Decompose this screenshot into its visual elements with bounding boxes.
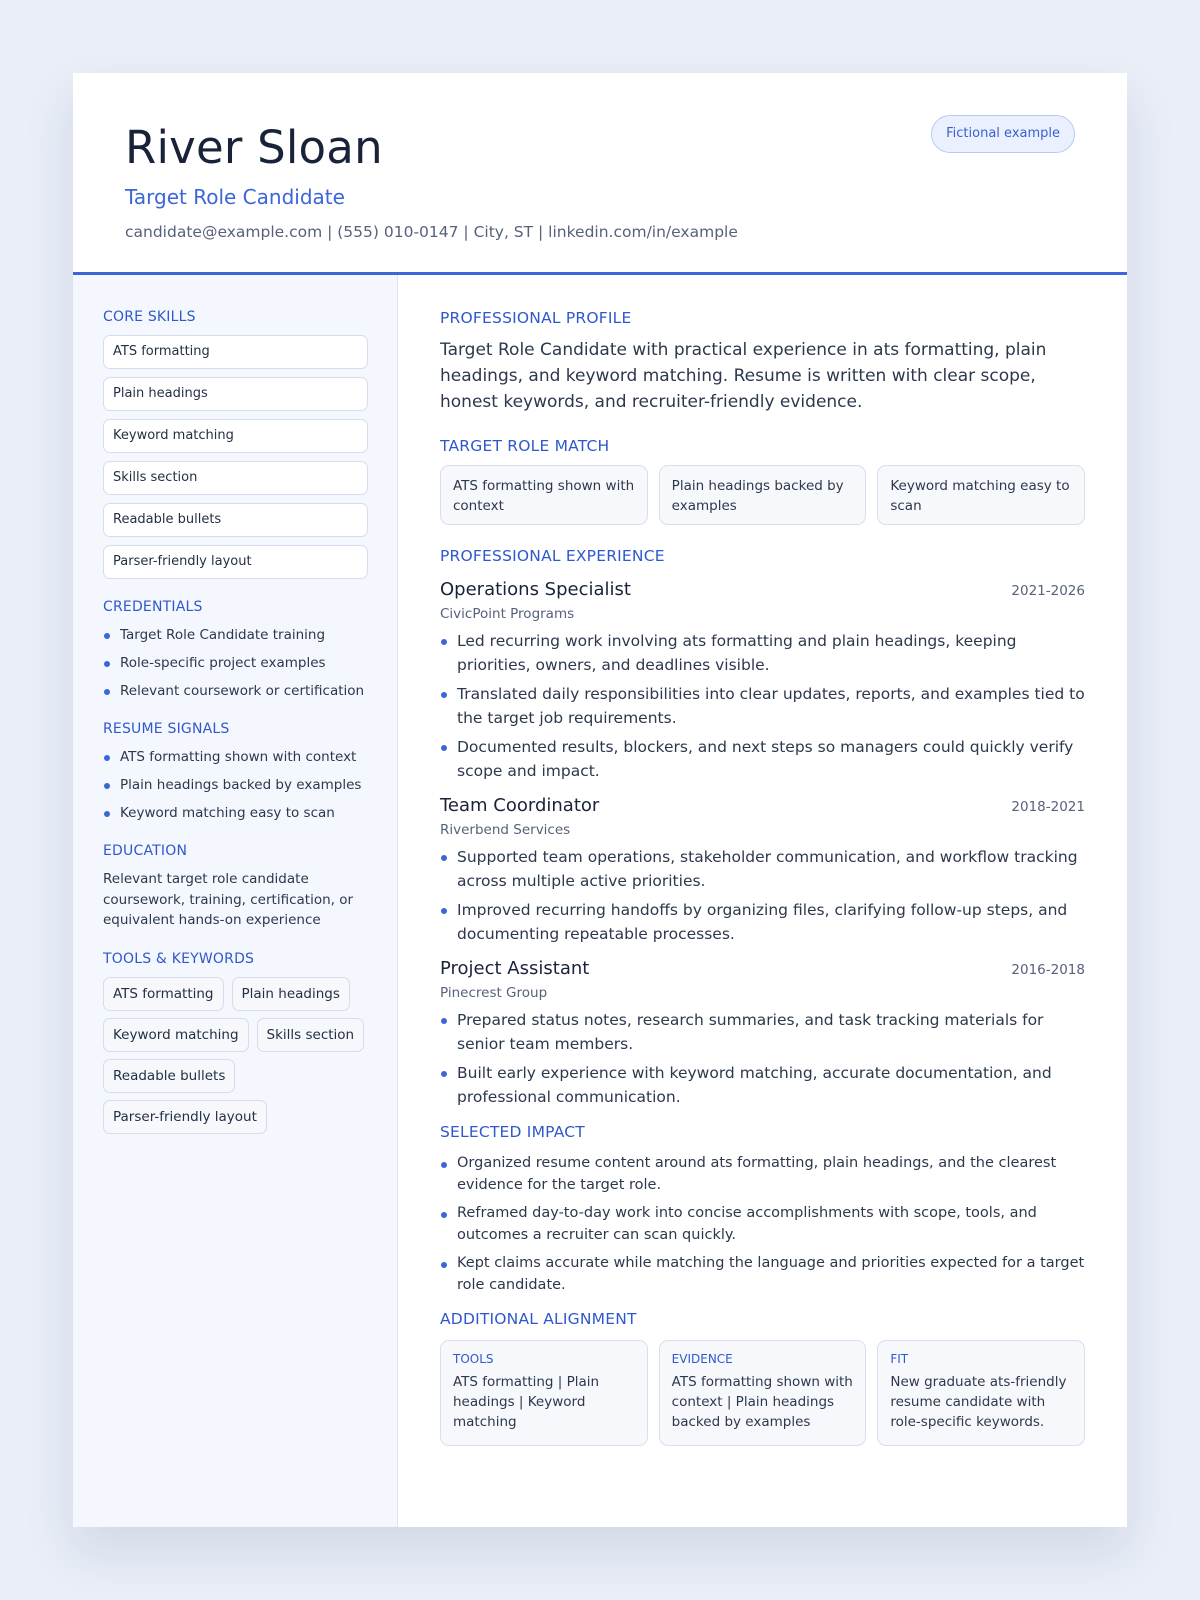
tools-section (103, 951, 367, 1134)
resume-signals-section (103, 721, 367, 823)
profile-section (440, 309, 1085, 415)
section-title: SELECTED IMPACT (440, 1123, 585, 1141)
tool-chip: Parser-friendly layout (103, 1100, 267, 1134)
job-entry (440, 958, 1085, 1109)
job-company: Pinecrest Group (440, 985, 548, 1001)
job-bullet: Supported team operations, stakeholder communication, and workflow tracking across multiple active priorities. (440, 846, 1085, 893)
tool-chip: Plain headings (232, 977, 350, 1011)
fictional-badge: Fictional example (931, 115, 1075, 153)
profile-text: Target Role Candidate with practical experience in ats formatting, plain headings, and keyword matching. Resume is written with clear scope, honest keywords, and recruiter-friendly evidence. (440, 340, 1047, 412)
tool-chip: Readable bullets (103, 1059, 235, 1093)
skill-item: Keyword matching (103, 419, 368, 453)
match-card: Keyword matching easy to scan (877, 465, 1085, 525)
tool-chip: ATS formatting (103, 977, 224, 1011)
section-title: PROFESSIONAL EXPERIENCE (440, 547, 665, 565)
job-dates: 2018-2021 (1011, 799, 1085, 815)
list-item: Relevant coursework or certification (103, 681, 367, 701)
target-match-section (440, 437, 1085, 525)
alignment-text: ATS formatting shown with context | Plain headings backed by examples (671, 1374, 853, 1430)
tool-chip: Keyword matching (103, 1018, 249, 1052)
tool-chips (103, 977, 368, 1134)
impact-bullet: Organized resume content around ats formatting, plain headings, and the clearest evidence for the target role. (440, 1153, 1085, 1196)
job-company: CivicPoint Programs (440, 606, 575, 622)
job-entry (440, 579, 1085, 783)
credentials-section (103, 599, 367, 701)
core-skills-section (103, 309, 367, 579)
job-dates: 2021-2026 (1011, 583, 1085, 599)
skill-item: Plain headings (103, 377, 368, 411)
alignment-section (440, 1310, 1085, 1446)
experience-section (440, 547, 1085, 1109)
alignment-text: ATS formatting | Plain headings | Keyword matching (453, 1374, 600, 1430)
section-title: EDUCATION (103, 843, 188, 859)
job-dates: 2016-2018 (1011, 962, 1085, 978)
list-item: Role-specific project examples (103, 653, 367, 673)
main-column (398, 275, 1127, 1527)
impact-section (440, 1123, 1085, 1296)
candidate-role: Target Role Candidate (125, 185, 345, 209)
resume-page (73, 73, 1127, 1527)
section-title: CORE SKILLS (103, 309, 196, 325)
education-section (103, 843, 367, 931)
job-company: Riverbend Services (440, 822, 571, 838)
alignment-card (659, 1340, 867, 1446)
section-title: CREDENTIALS (103, 599, 203, 615)
section-title: RESUME SIGNALS (103, 721, 230, 737)
alignment-label: FIT (890, 1352, 909, 1366)
alignment-card (440, 1340, 648, 1446)
match-card: ATS formatting shown with context (440, 465, 648, 525)
section-title: TARGET ROLE MATCH (440, 437, 610, 455)
job-title: Team Coordinator (440, 795, 600, 816)
section-title: ADDITIONAL ALIGNMENT (440, 1310, 637, 1328)
job-bullet: Built early experience with keyword matching, accurate documentation, and professional communication. (440, 1062, 1085, 1109)
job-bullet: Documented results, blockers, and next steps so managers could quickly verify scope and impact. (440, 736, 1085, 783)
contact-line: candidate@example.com | (555) 010-0147 | City, ST | linkedin.com/in/example (125, 223, 738, 241)
job-title: Project Assistant (440, 958, 590, 979)
list-item: Plain headings backed by examples (103, 775, 367, 795)
education-text: Relevant target role candidate coursework, training, certification, or equivalent hands-on experience (103, 871, 354, 928)
candidate-name: River Sloan (125, 121, 383, 174)
list-item: Target Role Candidate training (103, 625, 367, 645)
skill-item: ATS formatting (103, 335, 368, 369)
job-bullet: Translated daily responsibilities into clear updates, reports, and examples tied to the target job requirements. (440, 683, 1085, 730)
alignment-card (877, 1340, 1085, 1446)
section-title: TOOLS & KEYWORDS (103, 950, 255, 967)
tool-chip: Skills section (257, 1018, 365, 1052)
match-card: Plain headings backed by examples (659, 465, 867, 525)
skill-item: Readable bullets (103, 503, 368, 537)
impact-bullet: Reframed day-to-day work into concise accomplishments with scope, tools, and outcomes a recruiter can scan quickly. (440, 1203, 1085, 1246)
alignment-label: EVIDENCE (671, 1352, 733, 1366)
list-item: Keyword matching easy to scan (103, 803, 367, 823)
job-title: Operations Specialist (440, 579, 631, 600)
alignment-label: TOOLS (453, 1352, 494, 1366)
skill-item: Parser-friendly layout (103, 545, 368, 579)
job-bullet: Prepared status notes, research summaries, and task tracking materials for senior team members. (440, 1009, 1085, 1056)
section-title: PROFESSIONAL PROFILE (440, 309, 632, 327)
job-entry (440, 795, 1085, 946)
sidebar (73, 275, 398, 1527)
resume-header (73, 73, 1127, 275)
alignment-text: New graduate ats-friendly resume candidate with role-specific keywords. (890, 1374, 1067, 1430)
job-bullet: Improved recurring handoffs by organizing files, clarifying follow-up steps, and documenting repeatable processes. (440, 899, 1085, 946)
skill-item: Skills section (103, 461, 368, 495)
impact-bullet: Kept claims accurate while matching the language and priorities expected for a target role candidate. (440, 1253, 1085, 1296)
job-bullet: Led recurring work involving ats formatting and plain headings, keeping priorities, owners, and deadlines visible. (440, 630, 1085, 677)
list-item: ATS formatting shown with context (103, 747, 367, 767)
